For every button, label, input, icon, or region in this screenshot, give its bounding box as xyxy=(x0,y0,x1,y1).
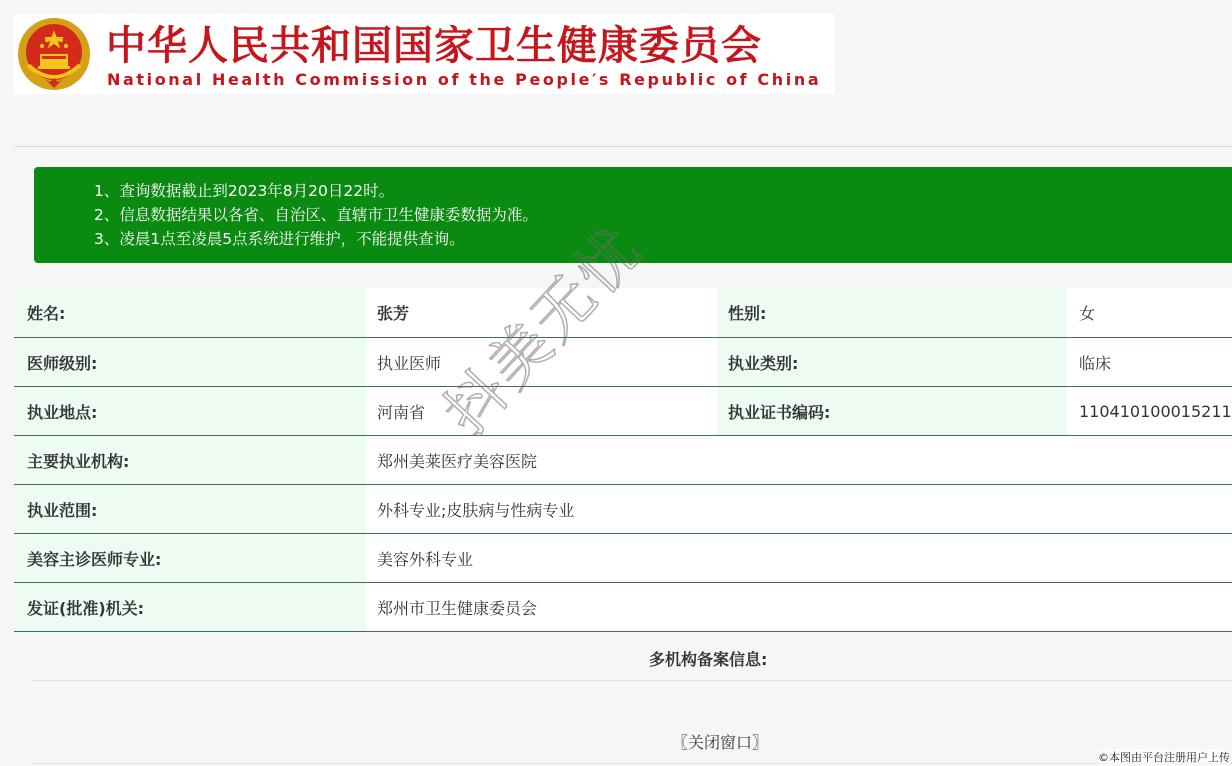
cert-label: 执业证书编码: xyxy=(717,387,1069,435)
table-row xyxy=(14,534,1232,583)
national-emblem-icon xyxy=(16,16,92,92)
cosmetic-value: 美容外科专业 xyxy=(366,534,1232,582)
table-row xyxy=(14,338,1232,387)
location-label: 执业地点: xyxy=(14,387,366,435)
footer-divider xyxy=(32,763,1232,764)
cosmetic-label: 美容主诊医师专业: xyxy=(14,534,366,582)
scope-value: 外科专业;皮肤病与性病专业 xyxy=(366,485,1232,533)
site-title-cn: 中华人民共和国国家卫生健康委员会 xyxy=(106,23,762,69)
site-title-en: National Health Commission of the People′s Republic of China xyxy=(107,70,822,89)
table-row xyxy=(14,583,1232,632)
notice-line: 2、信息数据结果以各省、自治区、直辖市卫生健康委数据为准。 xyxy=(94,206,538,224)
notice-line: 3、凌晨1点至凌晨5点系统进行维护，不能提供查询。 xyxy=(94,230,465,248)
institution-value: 郑州美莱医疗美容医院 xyxy=(366,436,1232,484)
header-banner xyxy=(14,14,835,94)
table-row xyxy=(14,288,1232,338)
institution-label: 主要执业机构: xyxy=(14,436,366,484)
scope-label: 执业范围: xyxy=(14,485,366,533)
multi-institution-section xyxy=(32,633,1232,681)
doctor-info-table xyxy=(14,288,1232,632)
close-window-link[interactable]: 〖关闭窗口〗 xyxy=(672,733,769,752)
table-row xyxy=(14,485,1232,534)
cert-value: 110410100015211 xyxy=(1067,387,1232,435)
level-label: 医师级别: xyxy=(14,338,366,386)
multi-institution-label: 多机构备案信息: xyxy=(649,650,768,669)
upload-credit: ©本图由平台注册用户上传 xyxy=(1098,751,1230,764)
gender-value: 女 xyxy=(1067,288,1232,337)
header-divider xyxy=(14,146,1232,147)
category-value: 临床 xyxy=(1067,338,1232,386)
notice-line: 1、查询数据截止到2023年8月20日22时。 xyxy=(94,182,395,200)
level-value: 执业医师 xyxy=(366,338,717,386)
table-row xyxy=(14,436,1232,485)
name-label: 姓名: xyxy=(14,288,366,337)
location-value: 河南省 xyxy=(366,387,717,435)
table-row xyxy=(14,387,1232,436)
category-label: 执业类别: xyxy=(717,338,1069,386)
issuer-value: 郑州市卫生健康委员会 xyxy=(366,583,1232,631)
gender-label: 性别: xyxy=(717,288,1069,337)
issuer-label: 发证(批准)机关: xyxy=(14,583,366,631)
notice-box xyxy=(34,167,1232,263)
name-value: 张芳 xyxy=(366,288,717,337)
